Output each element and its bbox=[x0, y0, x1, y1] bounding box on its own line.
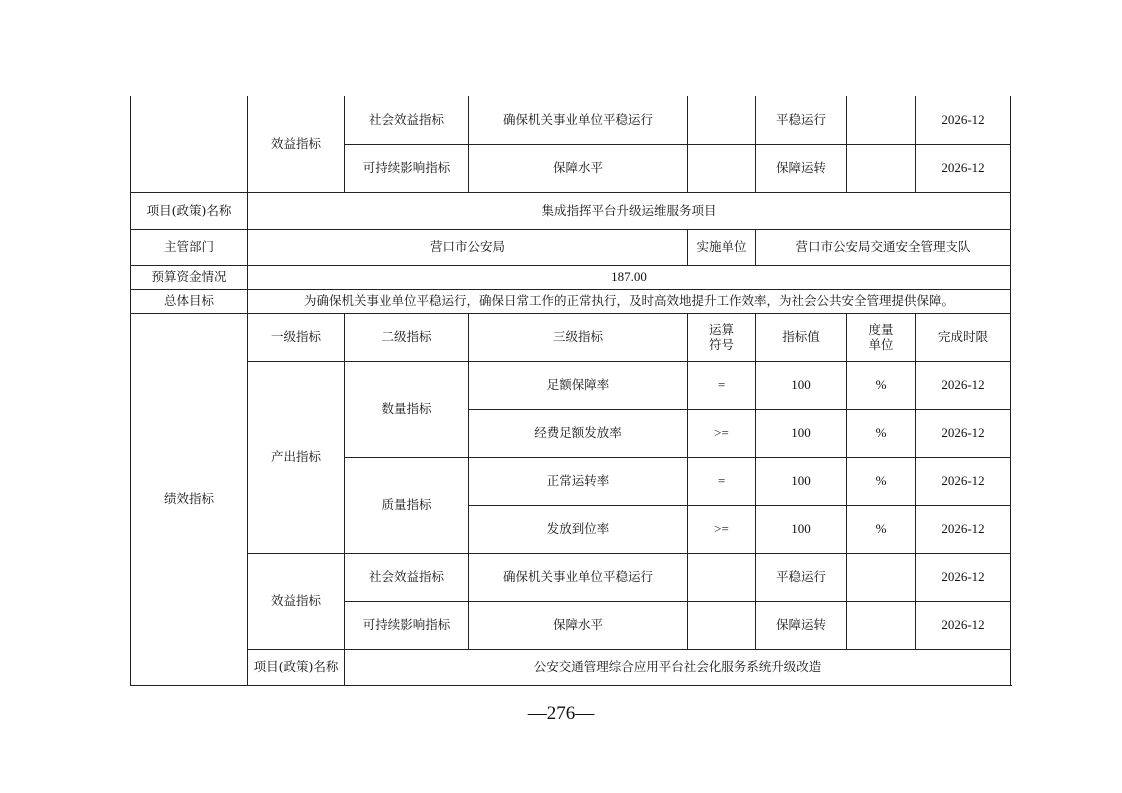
quality-label: 质量指标 bbox=[345, 457, 469, 553]
goal-label: 总体目标 bbox=[131, 289, 248, 313]
value-cell: 平稳运行 bbox=[756, 96, 847, 144]
table-row bbox=[131, 192, 1011, 229]
value-cell: 100 bbox=[756, 361, 847, 409]
header-value: 指标值 bbox=[756, 313, 847, 361]
deadline-cell: 2026-12 bbox=[916, 505, 1011, 553]
table-row bbox=[131, 289, 1011, 313]
header-row bbox=[131, 313, 1011, 361]
op-cell bbox=[688, 553, 756, 601]
op-cell: = bbox=[688, 361, 756, 409]
header-level3: 三级指标 bbox=[469, 313, 688, 361]
dept-value: 营口市公安局 bbox=[248, 229, 688, 265]
continuation-cell bbox=[131, 96, 248, 192]
table-row bbox=[131, 229, 1011, 265]
level3-cell: 确保机关事业单位平稳运行 bbox=[469, 96, 688, 144]
unit-cell bbox=[847, 553, 916, 601]
deadline-cell: 2026-12 bbox=[916, 409, 1011, 457]
impl-label: 实施单位 bbox=[688, 229, 756, 265]
level3-cell: 发放到位率 bbox=[469, 505, 688, 553]
op-cell bbox=[688, 144, 756, 192]
page-number: —276— bbox=[527, 703, 595, 724]
header-op-line2: 符号 bbox=[708, 337, 734, 352]
op-cell: >= bbox=[688, 409, 756, 457]
performance-table bbox=[130, 96, 1011, 686]
table-row bbox=[131, 265, 1011, 289]
value-cell: 保障运转 bbox=[756, 601, 847, 649]
deadline-cell: 2026-12 bbox=[916, 553, 1011, 601]
op-cell: >= bbox=[688, 505, 756, 553]
header-op-line1: 运算 bbox=[708, 322, 734, 337]
unit-cell: % bbox=[847, 361, 916, 409]
deadline-cell: 2026-12 bbox=[916, 601, 1011, 649]
unit-cell bbox=[847, 601, 916, 649]
level2-cell: 社会效益指标 bbox=[345, 553, 469, 601]
level1-cell: 效益指标 bbox=[248, 96, 345, 192]
benefit-label: 效益指标 bbox=[248, 553, 345, 649]
deadline-cell: 2026-12 bbox=[916, 361, 1011, 409]
level3-cell: 保障水平 bbox=[469, 601, 688, 649]
table-row bbox=[131, 96, 1011, 144]
deadline-cell: 2026-12 bbox=[916, 144, 1011, 192]
header-level1: 一级指标 bbox=[248, 313, 345, 361]
value-cell: 100 bbox=[756, 409, 847, 457]
unit-cell bbox=[847, 96, 916, 144]
budget-value: 187.00 bbox=[248, 265, 1011, 289]
level2-cell: 可持续影响指标 bbox=[345, 601, 469, 649]
unit-cell bbox=[847, 144, 916, 192]
output-label: 产出指标 bbox=[248, 361, 345, 553]
value-cell: 保障运转 bbox=[756, 144, 847, 192]
table-row bbox=[131, 649, 1011, 685]
deadline-cell: 2026-12 bbox=[916, 96, 1011, 144]
deadline-cell: 2026-12 bbox=[916, 457, 1011, 505]
header-level2: 二级指标 bbox=[345, 313, 469, 361]
level2-cell: 社会效益指标 bbox=[345, 96, 469, 144]
header-unit-line1: 度量 bbox=[868, 322, 894, 337]
level3-cell: 经费足额发放率 bbox=[469, 409, 688, 457]
op-cell: = bbox=[688, 457, 756, 505]
dept-label: 主管部门 bbox=[131, 229, 248, 265]
goal-value: 为确保机关事业单位平稳运行，确保日常工作的正常执行，及时高效地提升工作效率，为社会公共安全管理提供保障。 bbox=[248, 289, 1011, 313]
next-project-name-label: 项目(政策)名称 bbox=[248, 649, 345, 685]
header-unit bbox=[847, 313, 916, 361]
table-row bbox=[131, 361, 1011, 409]
level3-cell: 正常运转率 bbox=[469, 457, 688, 505]
op-cell bbox=[688, 96, 756, 144]
op-cell bbox=[688, 601, 756, 649]
next-project-name: 公安交通管理综合应用平台社会化服务系统升级改造 bbox=[345, 649, 1011, 685]
unit-cell: % bbox=[847, 409, 916, 457]
value-cell: 100 bbox=[756, 505, 847, 553]
quantity-label: 数量指标 bbox=[345, 361, 469, 457]
perf-label: 绩效指标 bbox=[131, 313, 248, 685]
header-unit-line2: 单位 bbox=[868, 337, 894, 352]
level3-cell: 足额保障率 bbox=[469, 361, 688, 409]
value-cell: 平稳运行 bbox=[756, 553, 847, 601]
performance-table-sheet bbox=[130, 96, 1010, 686]
budget-label: 预算资金情况 bbox=[131, 265, 248, 289]
project-name-label: 项目(政策)名称 bbox=[131, 192, 248, 229]
project-name: 集成指挥平台升级运维服务项目 bbox=[248, 192, 1011, 229]
level3-cell: 保障水平 bbox=[469, 144, 688, 192]
unit-cell: % bbox=[847, 457, 916, 505]
table-row bbox=[131, 553, 1011, 601]
header-deadline: 完成时限 bbox=[916, 313, 1011, 361]
value-cell: 100 bbox=[756, 457, 847, 505]
header-op bbox=[688, 313, 756, 361]
level3-cell: 确保机关事业单位平稳运行 bbox=[469, 553, 688, 601]
impl-value: 营口市公安局交通安全管理支队 bbox=[756, 229, 1011, 265]
unit-cell: % bbox=[847, 505, 916, 553]
level2-cell: 可持续影响指标 bbox=[345, 144, 469, 192]
